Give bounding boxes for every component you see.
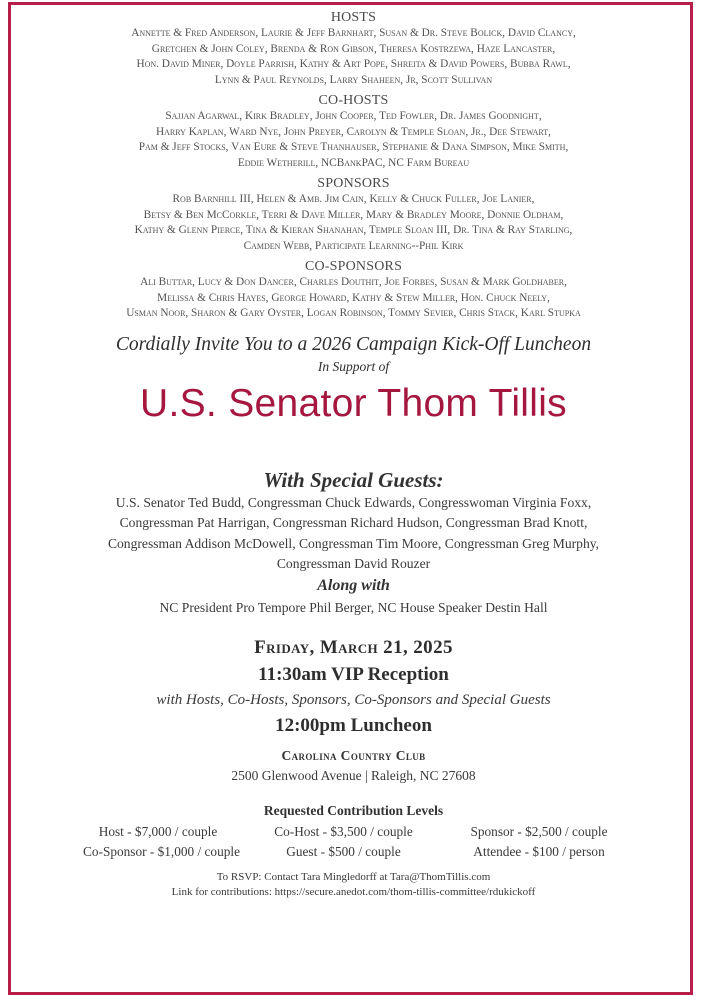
cosponsors-line: Melissa & Chris Hayes, George Howard, Kathy & Stew Miller, Hon. Chuck Neely, xyxy=(157,291,550,304)
along-with-label: Along with xyxy=(317,576,390,594)
cohosts-heading: CO-HOSTS xyxy=(318,93,389,108)
hosts-line: Annette & Fred Anderson, Laurie & Jeff Barnhart, Susan & Dr. Steve Bolick, David Clancy, xyxy=(131,27,576,39)
vip-reception-time: 11:30am VIP Reception xyxy=(258,663,449,685)
contribution-levels-title: Requested Contribution Levels xyxy=(263,802,444,818)
hosts-line: Hon. David Miner, Doyle Parrish, Kathy & Art Pope, Shreita & David Powers, Bubba Rawl, xyxy=(136,58,571,70)
guests-line: Congressman Addison McDowell, Congressman Tim Moore, Congressman Greg Murphy, xyxy=(107,535,600,551)
hosts-line: Lynn & Paul Reynolds, Larry Shaheen, Jr, Scott Sullivan xyxy=(214,73,493,86)
cosponsors-section xyxy=(14,259,693,322)
venue-name: Carolina Country Club xyxy=(281,747,426,763)
contribution-level-attendee: Attendee - $100 / person xyxy=(473,844,605,859)
sponsors-line: Betsy & Ben McCorkle, Terri & Dave Miller, Mary & Bradley Moore, Donnie Oldham, xyxy=(143,208,564,221)
sponsors-line: Kathy & Glenn Pierce, Tina & Kieran Shanahan, Temple Sloan III, Dr. Tina & Ray Starling, xyxy=(134,224,573,236)
rsvp-line: To RSVP: Contact Tara Mingledorff at Tara@ThomTillis.com xyxy=(216,870,491,883)
contribution-level-host: Host - $7,000 / couple xyxy=(98,823,218,839)
special-guests-title: With Special Guests: xyxy=(263,467,444,492)
event-date: Friday, March 21, 2025 xyxy=(254,636,453,658)
sponsors-line: Camden Webb, Participate Learning--Phil Kirk xyxy=(243,239,464,252)
cohosts-line: Harry Kaplan, Ward Nye, John Preyer, Carolyn & Temple Sloan, Jr., Dee Stewart, xyxy=(155,125,551,138)
cosponsors-heading: CO-SPONSORS xyxy=(304,259,403,274)
contribution-levels xyxy=(14,822,693,863)
guests-line: Congressman Pat Harrigan, Congressman Richard Hudson, Congressman Brad Knott, xyxy=(119,515,588,530)
guests-line: U.S. Senator Ted Budd, Congressman Chuck Edwards, Congresswoman Virginia Foxx, xyxy=(115,494,592,510)
cosponsors-line: Ali Buttar, Lucy & Don Dancer, Charles Douthit, Joe Forbes, Susan & Mark Goldhaber, xyxy=(140,276,567,288)
cohosts-line: Sajjan Agarwal, Kirk Bradley, John Cooper, Ted Fowler, Dr. James Goodnight, xyxy=(165,110,542,122)
support-line: In Support of xyxy=(317,358,390,374)
hosts-line: Gretchen & John Coley, Brenda & Ron Gibson, Theresa Kostrzewa, Haze Lancaster, xyxy=(151,42,556,55)
venue-address: 2500 Glenwood Avenue | Raleigh, NC 27608 xyxy=(231,767,476,783)
invitation-content xyxy=(14,10,693,900)
cosponsors-line: Usman Noor, Sharon & Gary Oyster, Logan Robinson, Tommy Sevier, Chris Stack, Karl Stupka xyxy=(126,307,581,319)
contribution-level-sponsor: Sponsor - $2,500 / couple xyxy=(470,823,608,839)
hosts-section xyxy=(14,10,693,88)
invite-line: Cordially Invite You to a 2026 Campaign Kick-Off Luncheon xyxy=(115,333,592,355)
contribution-level-cohost: Co-Host - $3,500 / couple xyxy=(274,823,413,839)
sponsors-heading: SPONSORS xyxy=(317,176,390,191)
cohosts-line: Eddie Wetherill, NCBankPAC, NC Farm Bureau xyxy=(237,156,470,169)
senator-name: U.S. Senator Thom Tillis xyxy=(140,381,567,425)
contribution-level-guest: Guest - $500 / couple xyxy=(286,844,401,859)
vip-attendees-line: with Hosts, Co-Hosts, Sponsors, Co-Sponsors and Special Guests xyxy=(156,691,551,708)
contribution-link[interactable]: Link for contributions: https://secure.anedot.com/thom-tillis-committee/rdukickoff xyxy=(171,885,536,898)
hosts-heading: HOSTS xyxy=(330,10,377,25)
sponsors-section xyxy=(14,176,693,254)
cohosts-line: Pam & Jeff Stocks, Van Eure & Steve Thanhauser, Stephanie & Dana Simpson, Mike Smith, xyxy=(138,141,569,153)
luncheon-time: 12:00pm Luncheon xyxy=(275,714,432,736)
contribution-level-cosponsor: Co-Sponsor - $1,000 / couple xyxy=(83,844,240,859)
sponsors-line: Rob Barnhill III, Helen & Amb. Jim Cain, Kelly & Chuck Fuller, Joe Lanier, xyxy=(172,193,535,205)
guests-line: Congressman David Rouzer xyxy=(276,556,431,571)
nc-leaders-line: NC President Pro Tempore Phil Berger, NC House Speaker Destin Hall xyxy=(159,599,548,615)
cohosts-section xyxy=(14,93,693,171)
